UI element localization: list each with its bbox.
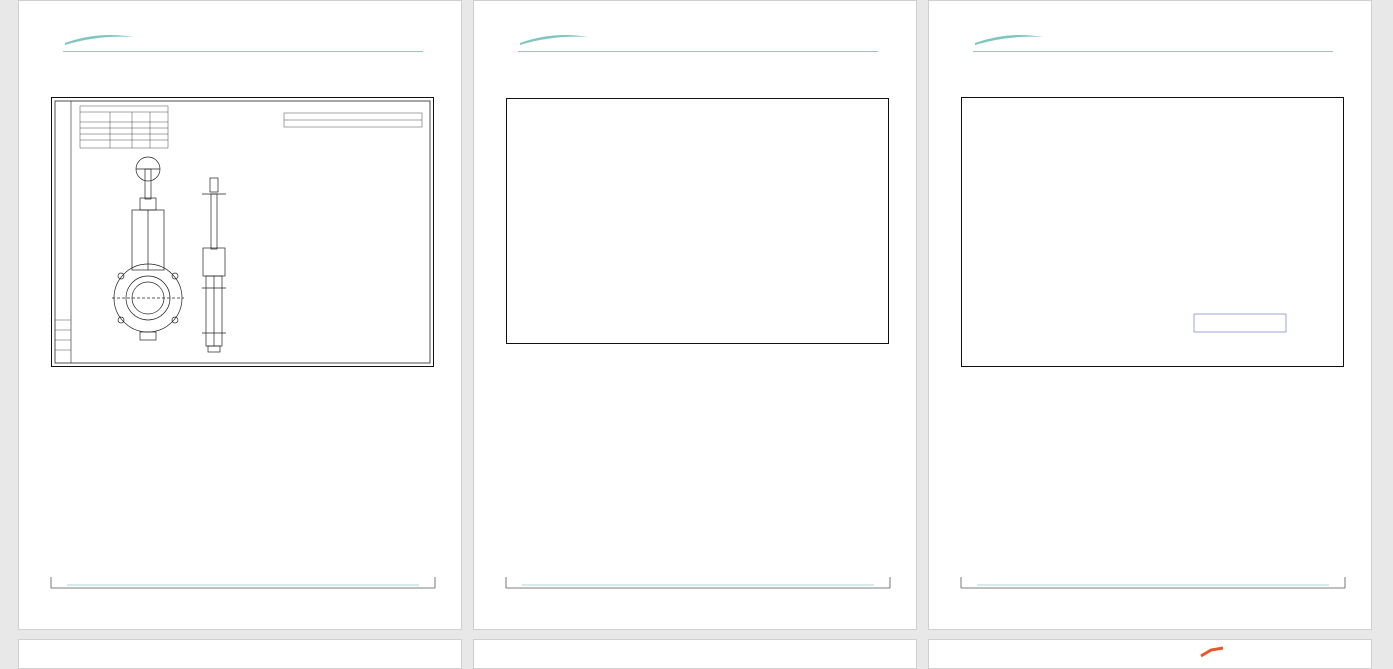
document-page-next: [473, 639, 917, 669]
approval-stamp: [1194, 314, 1286, 332]
dervos-logo-icon: [973, 17, 1043, 51]
performance-record-scan: [961, 97, 1344, 367]
dervos-logo-icon: [63, 17, 133, 51]
page-title: [89, 76, 103, 85]
header-divider: [63, 51, 423, 52]
drawing-canvas: [52, 98, 433, 366]
document-page-next: [18, 639, 462, 669]
dervos-logo-icon: [518, 17, 588, 51]
technical-drawing: [51, 97, 434, 367]
footer-divider: [953, 577, 1353, 589]
footer-divider: [43, 577, 443, 589]
header-divider: [973, 51, 1333, 52]
document-page-next: [928, 639, 1372, 669]
document-page: [18, 0, 462, 630]
header-divider: [518, 51, 878, 52]
document-page: [473, 0, 917, 630]
document-page: [928, 0, 1372, 630]
check-record-form: [507, 99, 888, 343]
footer-divider: [498, 577, 898, 589]
stamp-fragment-icon: [1197, 646, 1227, 658]
check-record-scan: [506, 98, 889, 344]
performance-record-form: [962, 98, 1343, 366]
